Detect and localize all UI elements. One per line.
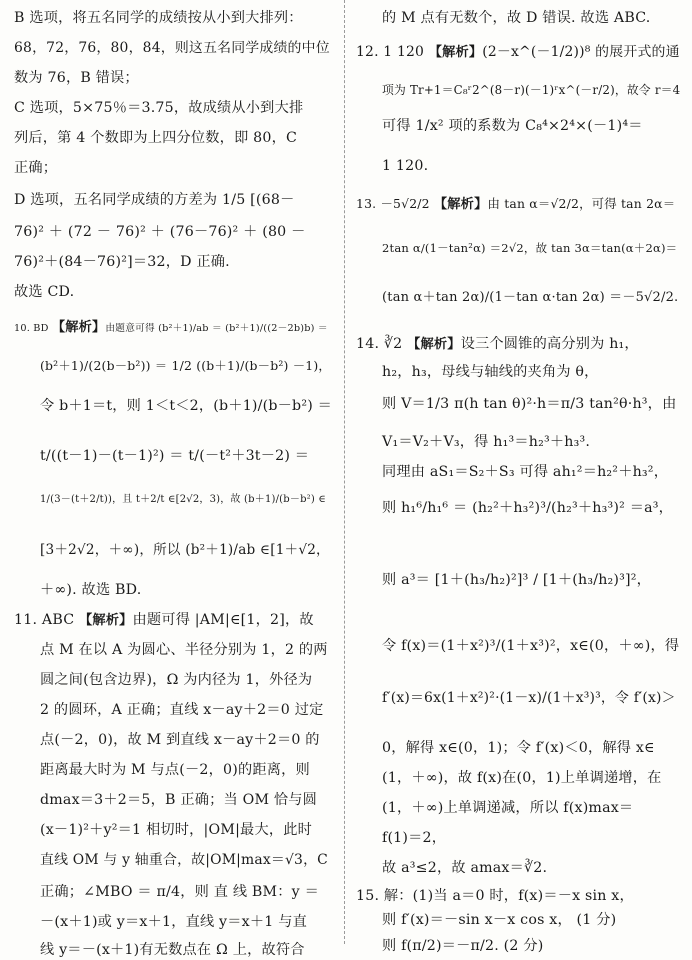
analysis-tag: 【解析】 — [51, 320, 106, 335]
text-line: 令 b＋1＝t，则 1＜t＜2，(b＋1)/(b－b²) ＝ — [40, 398, 333, 414]
text-line: 14. ∛2 【解析】设三个圆锥的高分别为 h₁， — [356, 336, 639, 352]
text-line: 则 f′(x)＝－sin x－x cos x， (1 分) — [382, 912, 617, 928]
text-line: 直线 OM 与 y 轴重合，故|OM|max＝√3，C — [40, 852, 329, 868]
text-line: 列后，第 4 个数即为上四分位数，即 80，C — [14, 130, 298, 146]
text-line: dmax＝3＋2＝5，B 正确；当 OM 恰与圆 — [40, 792, 318, 808]
text-line: ＋∞). 故选 BD. — [40, 582, 142, 598]
text-line: 故选 CD. — [14, 284, 75, 300]
text-line: 12. 1 120 【解析】(2－x^(－1/2))⁸ 的展开式的通 — [356, 44, 680, 60]
text-line: f(1)＝2， — [382, 830, 447, 846]
text-line: C 选项，5×75％＝3.75，故成绩从小到大排 — [14, 100, 304, 116]
text-line: －(x＋1)或 y＝x＋1，直线 y＝x＋1 与直 — [40, 914, 307, 930]
text-line: 线 y＝－(x＋1)有无数点在 Ω 上，故符合 — [40, 942, 305, 958]
text-line: V₁＝V₂＋V₃，得 h₁³＝h₂³＋h₃³. — [382, 434, 591, 450]
analysis-tag: 【解析】 — [433, 197, 488, 212]
analysis-tag: 【解析】 — [428, 45, 483, 60]
text-line: (tan α＋tan 2α)/(1－tan α·tan 2α) ＝－5√2/2. — [382, 290, 679, 305]
text-line: [3＋2√2，＋∞)，所以 (b²＋1)/ab ∈[1＋√2， — [40, 542, 330, 558]
text-line: 2tan α/(1－tan²α) ＝2√2，故 tan 3α＝tan(α＋2α)＝ — [382, 241, 678, 255]
text-line: 圆之间(包含边界)，Ω 为内径为 1，外径为 — [40, 672, 313, 688]
text-line: 76)²＋(84－76)²]＝32，D 正确. — [14, 254, 230, 270]
text-line: 则 V＝1/3 π(h tan θ)²·h＝π/3 tan²θ·h³，由 — [382, 396, 677, 412]
text-line: 11. ABC 【解析】由题可得 |AM|∈[1，2]，故 — [14, 612, 314, 628]
text-line: 15. 解：(1)当 a＝0 时，f(x)＝－x sin x， — [356, 888, 634, 904]
analysis-tag: 【解析】 — [78, 613, 133, 628]
column-divider — [344, 0, 345, 944]
text-line: 则 f(π/2)＝－π/2. (2 分) — [382, 938, 544, 954]
text-line: f′(x)＝6x(1＋x²)²·(1－x)/(1＋x³)³，令 f′(x)＞ — [382, 690, 676, 706]
text-line: 2 的圆环，A 正确；直线 x－ay＋2＝0 过定 — [40, 702, 324, 718]
text-line: (1，＋∞)，故 f(x)在(0，1)上单调递增，在 — [382, 770, 662, 786]
text-line: 数为 76，B 错误； — [14, 70, 139, 86]
text-line: (b²＋1)/(2(b－b²)) ＝ 1/2 ((b＋1)/(b－b²) －1)， — [40, 358, 332, 373]
text-line: 13. －5√2/2 【解析】由 tan α＝√2/2，可得 tan 2α＝ — [356, 196, 676, 212]
text-line: t/((t－1)－(t－1)²) ＝ t/(－t²＋3t－2) ＝ — [40, 448, 310, 464]
text-line: 距离最大时为 M 与点(－2，0)的距离，则 — [40, 762, 310, 778]
text-line: (x－1)²＋y²＝1 相切时，|OM|最大，此时 — [40, 822, 312, 838]
text-line: 项为 Tr+1＝C₈ʳ2^(8－r)(－1)ʳx^(－r/2)，故令 r＝4 — [382, 83, 681, 97]
text-line: 令 f(x)＝(1＋x²)³/(1＋x³)²，x∈(0，＋∞)，得 — [382, 638, 680, 654]
text-line: 正确；∠MBO ＝ π/4，则 直 线 BM：y ＝ — [40, 884, 319, 900]
text-line: 68，72，76，80，84，则这五名同学成绩的中位 — [14, 40, 330, 56]
text-line: 76)² ＋ (72 － 76)² ＋ (76－76)² ＋ (80 － — [14, 224, 306, 240]
text-line: B 选项，将五名同学的成绩按从小到大排列： — [14, 10, 303, 26]
text-line: D 选项，五名同学成绩的方差为 1/5 [(68－ — [14, 192, 295, 208]
text-line: 的 M 点有无数个，故 D 错误. 故选 ABC. — [382, 10, 651, 26]
text-line: 故 a³≤2，故 amax＝∛2. — [382, 860, 548, 876]
text-line: 10. BD 【解析】由题意可得 (b²＋1)/ab ＝ (b²＋1)/((2－2b)b) ＝ — [14, 320, 328, 335]
text-line: 则 a³＝ [1＋(h₃/h₂)²]³ / [1＋(h₃/h₂)³]²， — [382, 572, 652, 588]
text-line: (1，＋∞)上单调递减，所以 f(x)max＝ — [382, 800, 634, 816]
text-line: 点(－2，0)，故 M 到直线 x－ay＋2＝0 的 — [40, 732, 320, 748]
text-line: 0，解得 x∈(0，1)；令 f′(x)＜0，解得 x∈ — [382, 740, 655, 756]
text-line: 可得 1/x² 项的系数为 C₈⁴×2⁴×(－1)⁴＝ — [382, 118, 643, 134]
analysis-tag: 【解析】 — [407, 337, 461, 352]
text-line: 同理由 aS₁＝S₂＋S₃ 可得 ah₁²＝h₂²＋h₃²， — [382, 464, 669, 480]
text-line: 1 120. — [382, 158, 429, 174]
text-line: 1/(3－(t＋2/t))，且 t＋2/t ∈[2√2，3)，故 (b＋1)/(b－b²) ∈ — [40, 494, 326, 505]
text-line: 则 h₁⁶/h₁⁶ ＝ (h₂²＋h₃²)³/(h₂³＋h₃³)² ＝a³， — [382, 500, 674, 516]
text-line: 正确； — [14, 160, 58, 176]
text-line: h₂，h₃，母线与轴线的夹角为 θ， — [382, 364, 599, 380]
text-line: 点 M 在以 A 为圆心、半径分别为 1，2 的两 — [40, 642, 328, 658]
